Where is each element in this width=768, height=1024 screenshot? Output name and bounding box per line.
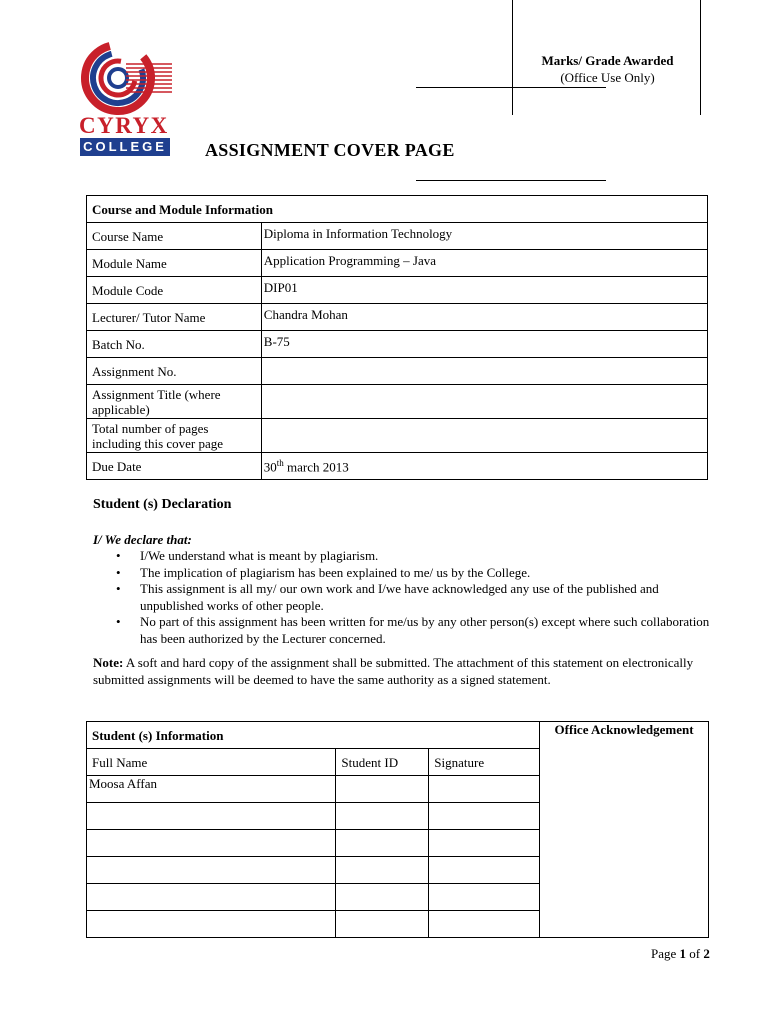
marks-note: (Office Use Only) [560, 70, 655, 85]
student-info-table [86, 721, 709, 938]
assignment-no-value [261, 358, 707, 385]
module-code-label: Module Code [87, 277, 262, 304]
student-full-name [87, 911, 336, 938]
declaration-item: • I/We understand what is meant by plagiarism. [112, 548, 712, 565]
declaration-item: • This assignment is all my/ our own work and I/we have acknowledged any use of the published and unpublished works of other people. [112, 581, 712, 614]
office-acknowledgement: Office Acknowledgement [540, 722, 709, 938]
student-signature [429, 911, 540, 938]
batch-no-label: Batch No. [87, 331, 262, 358]
student-full-name: Moosa Affan [87, 776, 336, 803]
assignment-no-label: Assignment No. [87, 358, 262, 385]
declaration-list [112, 548, 712, 647]
student-signature [429, 803, 540, 830]
col-student-id: Student ID [336, 749, 429, 776]
student-full-name [87, 857, 336, 884]
note-label: Note: [93, 655, 124, 670]
student-id [336, 884, 429, 911]
marks-entry-line [416, 180, 606, 181]
module-name-value: Application Programming – Java [261, 250, 707, 277]
course-table-header: Course and Module Information [87, 196, 708, 223]
page-prefix: Page [651, 946, 680, 961]
total-pages-value [261, 419, 707, 453]
logo-wordmark: CYRYX [79, 113, 169, 138]
note-text: A soft and hard copy of the assignment shall be submitted. The attachment of this statement on electronically submitted assignments will be deemed to have the same authority as a signed statement. [93, 655, 694, 687]
student-id [336, 857, 429, 884]
module-name-label: Module Name [87, 250, 262, 277]
total-pages-label: Total number of pages including this cover page [87, 419, 262, 453]
course-name-label: Course Name [87, 223, 262, 250]
student-full-name [87, 884, 336, 911]
lecturer-label: Lecturer/ Tutor Name [87, 304, 262, 331]
student-signature [429, 830, 540, 857]
student-signature [429, 776, 540, 803]
student-signature [429, 884, 540, 911]
marks-box-left-border [512, 0, 513, 115]
lecturer-value: Chandra Mohan [261, 304, 707, 331]
page-title: ASSIGNMENT COVER PAGE [205, 140, 455, 160]
due-date-rest: march 2013 [283, 459, 349, 475]
page-of: of [686, 946, 704, 961]
due-date-label: Due Date [87, 453, 262, 480]
student-full-name [87, 803, 336, 830]
due-date-suffix: th [276, 458, 284, 468]
current-page: 1 [679, 946, 687, 961]
course-module-table [86, 195, 708, 480]
declaration-item: • No part of this assignment has been written for me/us by any other person(s) except where such collaboration has been authorized by the Lecturer concerned. [112, 614, 712, 647]
module-code-value: DIP01 [261, 277, 707, 304]
declaration-item: • The implication of plagiarism has been explained to me/ us by the College. [112, 565, 712, 582]
col-signature: Signature [429, 749, 540, 776]
marks-box-right-border [700, 0, 701, 115]
col-full-name: Full Name [87, 749, 336, 776]
total-pages: 2 [703, 946, 710, 961]
course-name-value: Diploma in Information Technology [261, 223, 707, 250]
student-full-name [87, 830, 336, 857]
student-table-header: Student (s) Information [87, 722, 540, 749]
marks-box-underline [416, 87, 606, 88]
student-id [336, 776, 429, 803]
logo-subtitle: COLLEGE [80, 138, 170, 156]
declaration-intro: I/ We declare that: [93, 532, 192, 547]
marks-title: Marks/ Grade Awarded [541, 53, 674, 68]
assignment-title-label: Assignment Title (where applicable) [87, 385, 262, 419]
due-date-value [261, 453, 707, 480]
student-id [336, 911, 429, 938]
batch-no-value: B-75 [261, 331, 707, 358]
assignment-title-value [261, 385, 707, 419]
student-signature [429, 857, 540, 884]
marks-box [515, 52, 700, 86]
student-id [336, 830, 429, 857]
declaration-note [93, 654, 723, 688]
page-number [651, 946, 710, 962]
student-id [336, 803, 429, 830]
declaration-heading: Student (s) Declaration [93, 497, 232, 512]
due-date-day: 30 [263, 459, 277, 475]
